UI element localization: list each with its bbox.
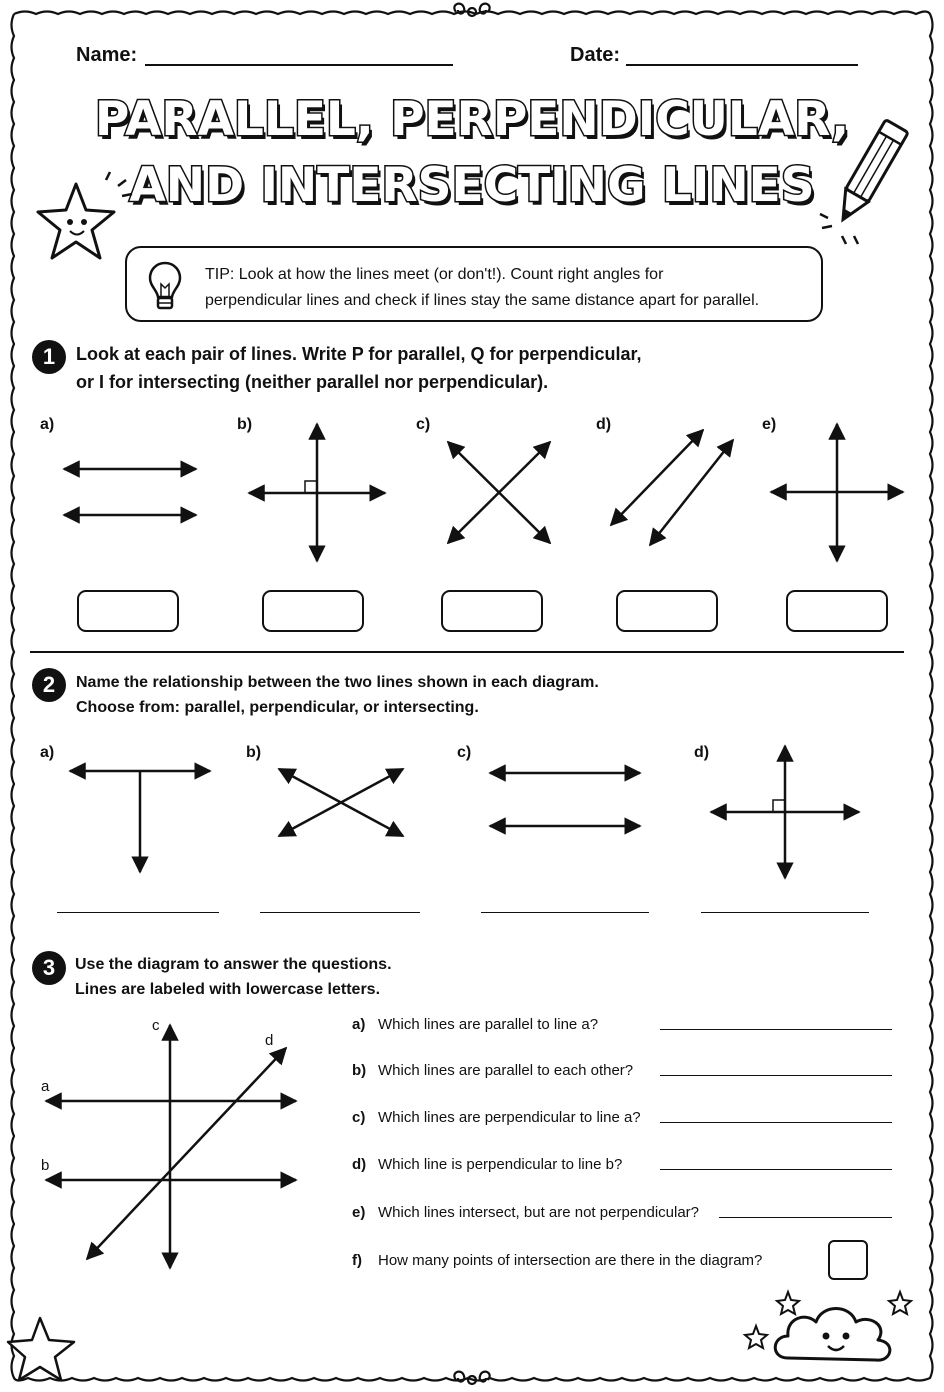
- s3-q-f-text: How many points of intersection are there in the diagram?: [378, 1252, 763, 1269]
- name-label: Name:: [76, 44, 138, 66]
- s3-q-d-answer[interactable]: [660, 1169, 892, 1170]
- s3-q-f-answer-box[interactable]: [828, 1240, 868, 1280]
- s3-q-d-letter: d): [352, 1156, 367, 1173]
- s3-q-c-letter: c): [352, 1109, 366, 1126]
- s3-label-a: a: [41, 1078, 50, 1095]
- s3-q-b-text: Which lines are parallel to each other?: [378, 1062, 634, 1079]
- s3-q-c-answer[interactable]: [660, 1122, 892, 1123]
- s1-label-d: d): [596, 416, 612, 433]
- s3-q-a-letter: a): [352, 1016, 366, 1033]
- s2-label-b: b): [246, 744, 262, 761]
- section-2-number: 2: [32, 668, 66, 702]
- s3-q-c-text: Which lines are perpendicular to line a?: [378, 1109, 641, 1126]
- s1-label-c: c): [416, 416, 431, 433]
- s3-q-a-text: Which lines are parallel to line a?: [378, 1016, 599, 1033]
- section-3-number: 3: [32, 951, 66, 985]
- section-1-line-1: Look at each pair of lines. Write P for parallel, Q for perpendicular,: [76, 344, 642, 364]
- s1-label-a: a): [40, 416, 55, 433]
- s2-label-c: c): [457, 744, 472, 761]
- s3-q-f-letter: f): [352, 1252, 362, 1269]
- tip-line-1: TIP: Look at how the lines meet (or don't!). Count right angles for: [205, 266, 664, 283]
- s2-label-a: a): [40, 744, 55, 761]
- s3-label-c: c: [152, 1017, 160, 1034]
- s1-label-b: b): [237, 416, 253, 433]
- s3-label-b: b: [41, 1157, 50, 1174]
- s1-label-e: e): [762, 416, 777, 433]
- page-title-line2: AND INTERSECTING LINES: [129, 158, 815, 213]
- section-1-line-2: or I for intersecting (neither parallel nor perpendicular).: [76, 372, 549, 392]
- star-icon: [6, 1314, 80, 1384]
- page-title-line1: PARALLEL, PERPENDICULAR,: [94, 92, 850, 147]
- s2-label-d: d): [694, 744, 710, 761]
- tip-line-2: perpendicular lines and check if lines stay the same distance apart for parallel.: [205, 292, 760, 309]
- s3-line-d: [87, 1048, 286, 1259]
- cloud-face-icon: [740, 1280, 916, 1380]
- s3-q-b-letter: b): [352, 1062, 367, 1079]
- s3-q-d-text: Which line is perpendicular to line b?: [378, 1156, 623, 1173]
- section-3-line-1: Use the diagram to answer the questions.: [75, 956, 392, 973]
- section-2-line-2: Choose from: parallel, perpendicular, or intersecting.: [76, 699, 479, 716]
- s3-q-e-answer[interactable]: [719, 1217, 892, 1218]
- section-3-line-2: Lines are labeled with lowercase letters.: [75, 981, 381, 998]
- s3-q-e-text: Which lines intersect, but are not perpendicular?: [378, 1204, 700, 1221]
- s3-q-a-answer[interactable]: [660, 1029, 892, 1030]
- date-label: Date:: [570, 44, 621, 66]
- section-1-number: 1: [32, 340, 66, 374]
- s3-q-e-letter: e): [352, 1204, 366, 1221]
- s3-q-b-answer[interactable]: [660, 1075, 892, 1076]
- s3-label-d: d: [265, 1032, 274, 1049]
- section-2-line-1: Name the relationship between the two lines shown in each diagram.: [76, 674, 599, 691]
